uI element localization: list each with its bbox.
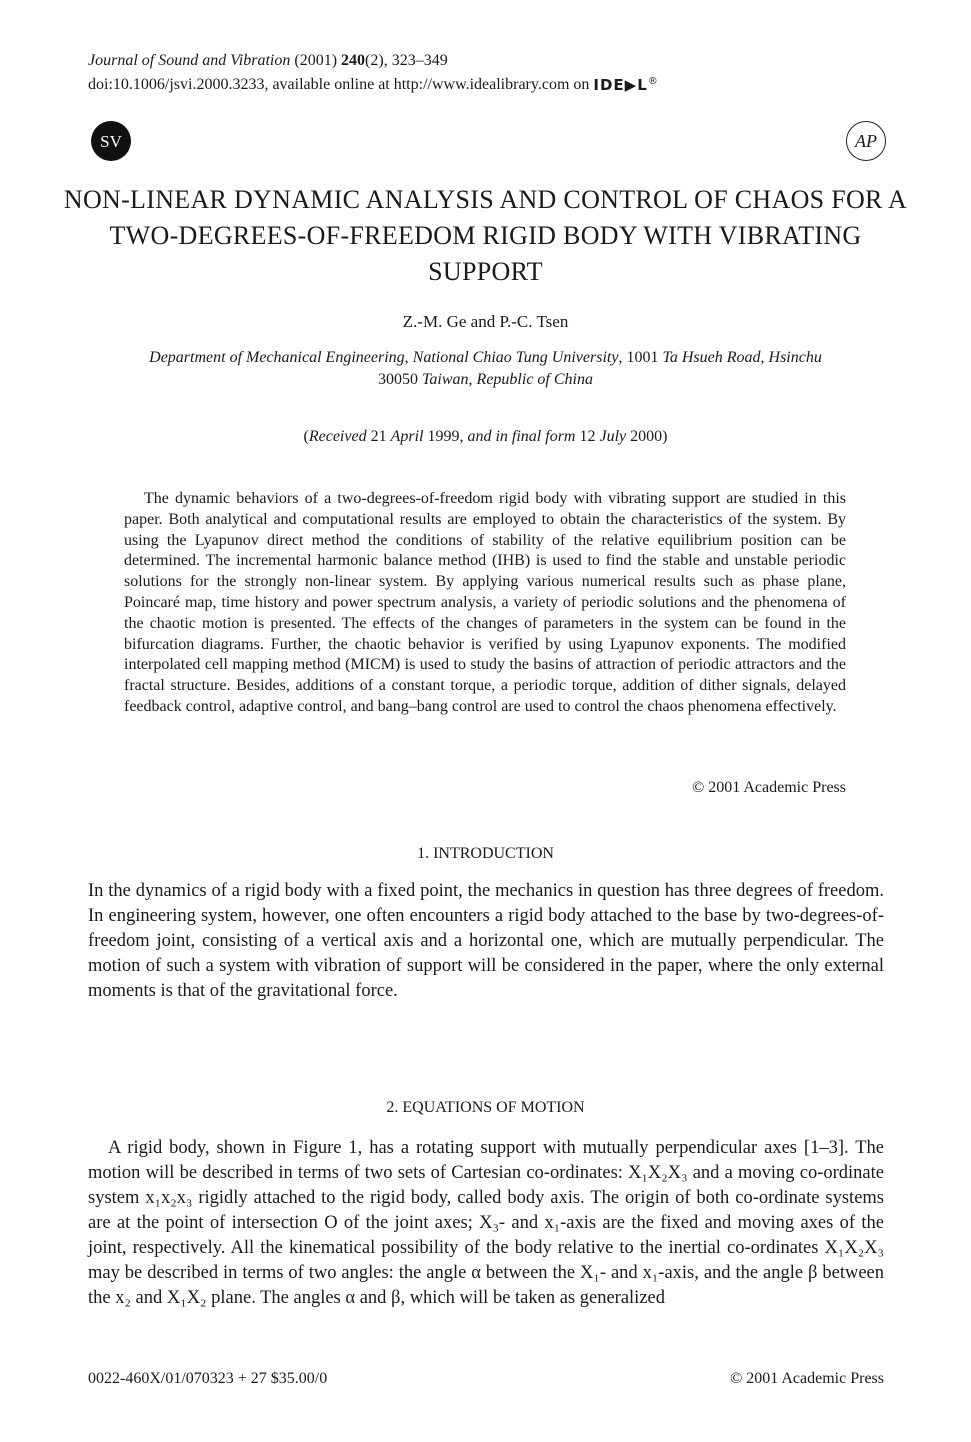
- abstract-copyright: © 2001 Academic Press: [692, 779, 846, 796]
- ideal-logo-mark: ®: [647, 76, 659, 87]
- received-year: 1999,: [423, 428, 468, 445]
- footer-code: 0022-460X/01/070323 + 27 $35.00/0: [88, 1370, 328, 1387]
- ap-logo: [846, 121, 886, 161]
- received-day: 21: [366, 428, 391, 445]
- journal-header: [88, 50, 659, 96]
- final-day: 12: [575, 428, 600, 445]
- affiliation-number: , 1001: [618, 349, 663, 366]
- affiliation: Department of Mechanical Engineering, National Chiao Tung University, 1001 Ta Hsueh Road, Hsinchu 30050 Taiwan, Republic of China: [149, 349, 822, 388]
- affiliation-country: Taiwan, Republic of China: [422, 371, 593, 388]
- footer-copyright: © 2001 Academic Press: [730, 1370, 884, 1387]
- affiliation-zip: 30050: [378, 371, 422, 388]
- received-label: Received: [308, 428, 367, 445]
- journal-year: (2001): [290, 52, 342, 69]
- sv-logo: [91, 121, 131, 161]
- received-dates: (Received 21 April 1999, and in final form 12 July 2000): [303, 428, 668, 445]
- equations-paragraph: A rigid body, shown in Figure 1, has a rotating support with mutually perpendicular axes [1–3]. The motion will be described in terms of two sets of Cartesian co-ordinates: X₁X₂X₃ and a moving co-ordinate system x₁x₂x₃ rigidly attached to the rigid body, called body axis. The origin of both co-ordinate systems are at the point of intersection O of the joint axes; X₃- and x₁-axis are the fixed and moving axes of the joint, respectively. All the kinematical possibility of the body relative to the inertial co-ordinates X₁X₂X₃ may be described in terms of two angles: the angle α between the X₁- and x₁-axis, and the angle β between the x₂ and X₁X₂ plane. The angles α and β, which will be taken as generalized: [88, 1138, 884, 1308]
- authors: Z.-M. Ge and P.-C. Tsen: [402, 312, 569, 331]
- journal-volume: 240: [341, 52, 366, 69]
- citation-line: [88, 50, 659, 71]
- final-label: and in final form: [467, 428, 576, 445]
- received-month: April: [390, 428, 424, 445]
- ideal-logo-text: IDE▶L: [593, 76, 648, 94]
- affiliation-univ: National Chiao Tung University: [412, 349, 619, 366]
- section-heading-equations: 2. EQUATIONS OF MOTION: [386, 1099, 585, 1116]
- section-heading-introduction: 1. INTRODUCTION: [417, 845, 554, 862]
- paper-title: NON-LINEAR DYNAMIC ANALYSIS AND CONTROL OF CHAOS FOR A TWO-DEGREES-OF-FREEDOM RIGID BODY WITH VIBRATING SUPPORT: [63, 185, 908, 286]
- ideal-logo: [593, 71, 658, 96]
- ap-logo-text: AP: [855, 131, 877, 151]
- affiliation-dept: Department of Mechanical Engineering: [149, 349, 405, 366]
- sv-logo-text: SV: [100, 132, 122, 151]
- journal-name: Journal of Sound and Vibration: [88, 52, 291, 69]
- final-month: July: [599, 428, 627, 445]
- doi-line: [88, 71, 659, 96]
- doi-text: doi:10.1006/jsvi.2000.3233, available online at http://www.idealibrary.com on: [88, 76, 594, 93]
- final-year: 2000): [626, 428, 668, 445]
- abstract: The dynamic behaviors of a two-degrees-of-freedom rigid body with vibrating support are studied in this paper. Both analytical and computational results are employed to obtain the characteristics of the system. By using the Lyapunov direct method the conditions of stability of the relative equilibrium position can be determined. The incremental harmonic balance method (IHB) is used to find the stable and unstable periodic solutions for the strongly non-linear system. By applying various numerical results such as phase plane, Poincaré map, time history and power spectrum analysis, a variety of periodic solutions and the phenomena of the chaotic motion is presented. The effects of the changes of parameters in the system can be found in the bifurcation diagrams. Further, the chaotic behavior is verified by using Lyapunov exponents. The modified interpolated cell mapping method (MICM) is used to study the basins of attraction of periodic attractors and the fractal structure. Besides, additions of a constant torque, a periodic torque, addition of dither signals, delayed feedback control, adaptive control, and bang–bang control are used to control the chaos phenomena effectively.: [124, 490, 846, 715]
- introduction-paragraph: In the dynamics of a rigid body with a fixed point, the mechanics in question has three degrees of freedom. In engineering system, however, one often encounters a rigid body attached to the base by two-degrees-of-freedom joint, consisting of a vertical axis and a horizontal one, which are mutually perpendicular. The motion of such a system with vibration of support will be considered in the paper, where the only external moments is that of the gravitational force.: [88, 881, 884, 1001]
- affiliation-street: Ta Hsueh Road, Hsinchu: [662, 349, 822, 366]
- journal-pages: (2), 323–349: [365, 52, 448, 69]
